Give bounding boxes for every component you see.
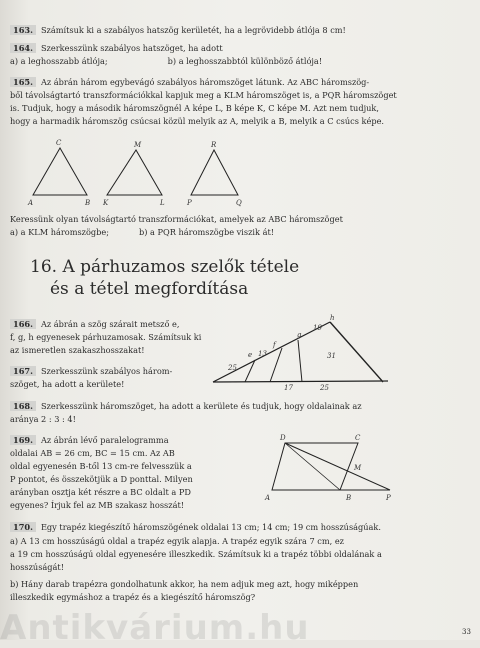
option-a: a) a KLM háromszögbe; <box>10 227 109 237</box>
option-a: a) a leghosszabb átlója; <box>10 56 108 66</box>
vertex-label: A <box>28 199 34 207</box>
problem-166 <box>10 318 179 331</box>
line-label: h <box>330 314 335 322</box>
problem-line: hosszúságát! <box>10 562 64 572</box>
problem-line: hogy a harmadik háromszög csúcsai közül melyik az A, melyik a B, melyik a C csúcs képe. <box>10 116 385 126</box>
problem-text: Számítsuk ki a szabályos hatszög kerületét, ha a legrövidebb átlója 8 cm! <box>40 25 346 35</box>
segment-value: 13 <box>258 350 267 358</box>
vertex-label: K <box>103 199 109 207</box>
problem-line: f, g, h egyenesek párhuzamosak. Számítsuk ki <box>10 332 202 342</box>
point-label: P <box>386 494 391 502</box>
vertex-label: R <box>211 141 217 149</box>
line-label: e <box>248 351 253 359</box>
segment-value: 25 <box>228 364 237 372</box>
problem-167 <box>10 365 172 378</box>
problem-text: Szerkesszünk szabályos hatszöget, ha adott <box>40 43 223 53</box>
problem-line: Az ábrán a szög szárait metsző e, <box>40 319 180 329</box>
segment-value: 19 <box>313 324 322 332</box>
point-label: A <box>265 494 271 502</box>
line-label: g <box>297 331 302 339</box>
option-b: b) a leghosszabbtól különböző átlója! <box>167 56 323 66</box>
problem-line: oldal egyenesén B-től 13 cm-re felvesszük a <box>10 461 192 471</box>
vertex-label: Q <box>236 199 242 207</box>
problem-number: 163. <box>10 25 36 35</box>
triangle-pqr <box>186 141 242 207</box>
vertex-label: C <box>56 139 62 147</box>
problem-168 <box>10 400 362 413</box>
problem-line: Az ábrán lévő paralelogramma <box>40 435 169 445</box>
segment-value: 25 <box>320 384 329 392</box>
watermark: Antikvárium.hu <box>0 608 310 648</box>
problem-170 <box>10 521 381 534</box>
problem-number: 165. <box>10 77 36 87</box>
section-title-line: és a tétel megfordítása <box>50 279 249 299</box>
vertex-label: P <box>187 199 192 207</box>
problem-line: Szerkesszünk szabályos három- <box>40 366 173 376</box>
problem-line: arányban osztja két részre a BC oldalt a PD <box>10 487 191 497</box>
vertex-label: L <box>160 199 165 207</box>
triangle-klm <box>102 141 165 207</box>
problem-169 <box>10 434 169 447</box>
point-label: C <box>355 434 361 442</box>
problem-line: b) Hány darab trapézra gondolhatunk akkor, ha nem adjuk meg azt, hogy miképpen <box>10 579 359 589</box>
problem-165-task: Keressünk olyan távolságtartó transzformációkat, amelyek az ABC háromszöget <box>10 214 343 224</box>
problem-line: Az ábrán három egybevágó szabályos háromszöget látunk. Az ABC háromszög- <box>40 77 370 87</box>
vertex-label: M <box>134 141 142 149</box>
triangle-abc <box>27 139 90 207</box>
problem-number: 167. <box>10 366 36 376</box>
vertex-label: B <box>85 199 91 207</box>
section-title-line: 16. A párhuzamos szelők tétele <box>30 257 300 277</box>
problem-line: P pontot, és összekötjük a D ponttal. Milyen <box>10 474 193 484</box>
line-label: f <box>273 341 276 349</box>
problem-line: Egy trapéz kiegészítő háromszögének oldalai 13 cm; 14 cm; 19 cm hosszúságúak. <box>40 522 381 532</box>
problem-number: 166. <box>10 319 36 329</box>
parallelogram-figure <box>264 434 391 502</box>
segment-value: 31 <box>327 352 336 360</box>
section-heading <box>30 256 299 300</box>
problem-line: aránya 2 : 3 : 4! <box>10 414 76 424</box>
problem-line: is. Tudjuk, hogy a második háromszögnél A képe L, B képe K, C képe M. Azt nem tudjuk, <box>10 103 379 113</box>
point-label: D <box>280 434 286 442</box>
angle-figure <box>213 314 388 392</box>
point-label: M <box>354 464 362 472</box>
problem-line: a 19 cm hosszúságú oldal egyenesére illeszkedik. Számítsuk ki a trapéz többi oldalának a <box>10 549 382 559</box>
segment-value: 17 <box>284 384 293 392</box>
problem-line: egyenes? Írjuk fel az MB szakasz hosszát! <box>10 500 185 510</box>
problem-line: illeszkedik egymáshoz a trapéz és a kiegészítő háromszög? <box>10 592 256 602</box>
problem-number: 164. <box>10 43 36 53</box>
problem-number: 168. <box>10 401 36 411</box>
problem-number: 169. <box>10 435 36 445</box>
problem-number: 170. <box>10 522 36 532</box>
problem-line: szöget, ha adott a kerülete! <box>10 379 125 389</box>
option-b: b) a PQR háromszögbe viszik át! <box>139 227 275 237</box>
problem-line: oldalai AB = 26 cm, BC = 15 cm. Az AB <box>10 448 175 458</box>
page-number: 33 <box>462 628 471 636</box>
problem-line: az ismeretlen szakaszhosszakat! <box>10 345 145 355</box>
point-label: B <box>346 494 352 502</box>
problem-line: Szerkesszünk háromszöget, ha adott a kerülete és tudjuk, hogy oldalainak az <box>40 401 362 411</box>
problem-165-options <box>10 226 274 239</box>
problem-line: a) A 13 cm hosszúságú oldal a trapéz egyik alapja. A trapéz egyik szára 7 cm, ez <box>10 536 344 546</box>
problem-line: ből távolságtartó transzformációkkal kapjuk meg a KLM háromszöget is, a PQR háromszöget <box>10 90 397 100</box>
